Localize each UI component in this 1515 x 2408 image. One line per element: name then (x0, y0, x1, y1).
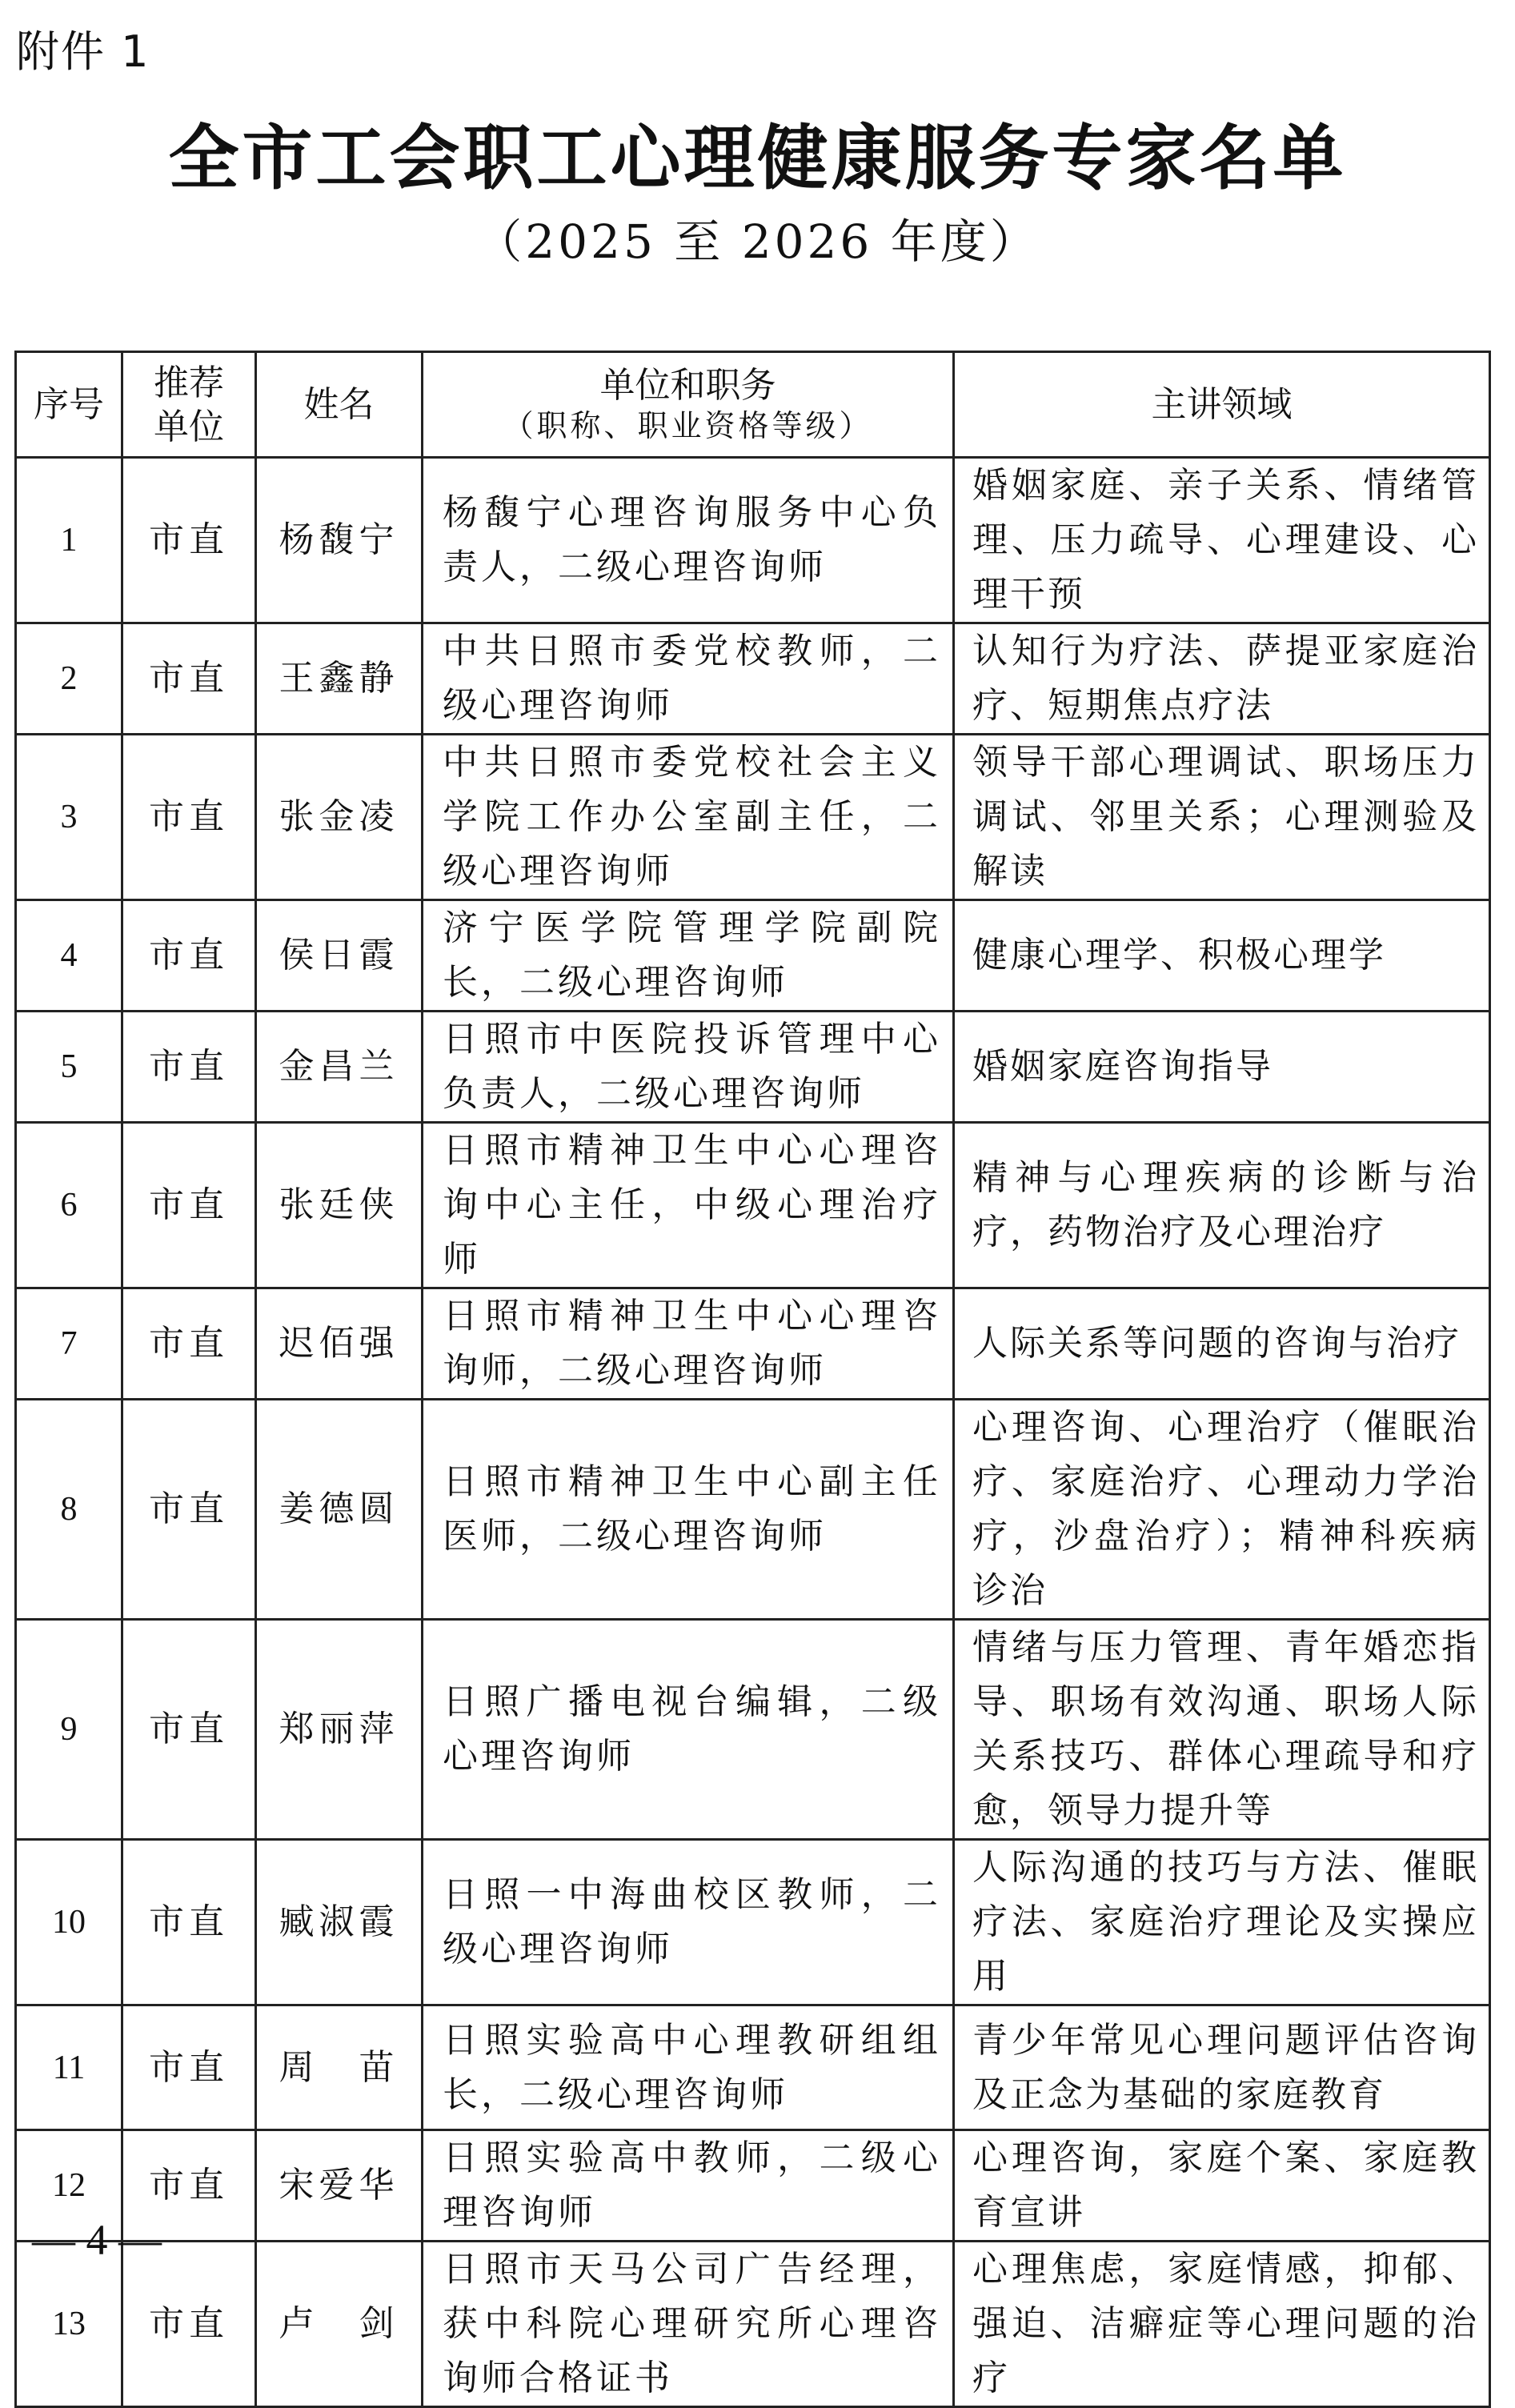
table-row (16, 458, 1490, 623)
cell-name: 郑丽萍 (256, 1620, 423, 1840)
cell-org: 日照市精神卫生中心心理咨询中心主任，中级心理治疗师 (423, 1123, 954, 1288)
page-number: — 4 — (32, 2216, 162, 2264)
header-org-main: 单位和职务 (599, 365, 776, 407)
cell-name: 侯日霞 (256, 900, 423, 1012)
cell-no: 7 (16, 1288, 122, 1400)
cell-field: 心理咨询、心理治疗（催眠治疗、家庭治疗、心理动力学治疗，沙盘治疗）；精神科疾病诊治 (954, 1400, 1490, 1620)
table-row (16, 735, 1490, 900)
cell-org: 日照市精神卫生中心心理咨询师，二级心理咨询师 (423, 1288, 954, 1400)
cell-unit: 市直 (122, 1288, 256, 1400)
header-org (423, 352, 954, 458)
cell-field: 婚姻家庭、亲子关系、情绪管理、压力疏导、心理建设、心理干预 (954, 458, 1490, 623)
cell-field: 人际关系等问题的咨询与治疗 (954, 1288, 1490, 1400)
cell-unit: 市直 (122, 2005, 256, 2130)
cell-field: 人际沟通的技巧与方法、催眠疗法、家庭治疗理论及实操应用 (954, 1840, 1490, 2005)
header-field: 主讲领域 (954, 352, 1490, 458)
cell-org: 日照市精神卫生中心副主任医师，二级心理咨询师 (423, 1400, 954, 1620)
cell-unit: 市直 (122, 1123, 256, 1288)
cell-name: 姜德圆 (256, 1400, 423, 1620)
cell-name: 王鑫静 (256, 623, 423, 735)
cell-org: 中共日照市委党校社会主义学院工作办公室副主任，二级心理咨询师 (423, 735, 954, 900)
cell-org: 中共日照市委党校教师，二级心理咨询师 (423, 623, 954, 735)
cell-field: 领导干部心理调试、职场压力调试、邻里关系；心理测验及解读 (954, 735, 1490, 900)
cell-name: 卢 剑 (256, 2242, 423, 2407)
cell-name: 迟佰强 (256, 1288, 423, 1400)
table-row (16, 1400, 1490, 1620)
attachment-label: 附件 1 (16, 26, 150, 77)
cell-field: 精神与心理疾病的诊断与治疗，药物治疗及心理治疗 (954, 1123, 1490, 1288)
cell-field: 青少年常见心理问题评估咨询及正念为基础的家庭教育 (954, 2005, 1490, 2130)
table-row (16, 2005, 1490, 2130)
cell-unit: 市直 (122, 735, 256, 900)
table-header-row (16, 352, 1490, 458)
cell-no: 3 (16, 735, 122, 900)
cell-name: 金昌兰 (256, 1012, 423, 1123)
cell-name: 张金凌 (256, 735, 423, 900)
cell-name: 张廷侠 (256, 1123, 423, 1288)
cell-no: 6 (16, 1123, 122, 1288)
cell-no: 5 (16, 1012, 122, 1123)
cell-no: 10 (16, 1840, 122, 2005)
cell-org: 日照广播电视台编辑，二级心理咨询师 (423, 1620, 954, 1840)
cell-no: 9 (16, 1620, 122, 1840)
experts-table (14, 351, 1491, 2408)
cell-no: 11 (16, 2005, 122, 2130)
cell-field: 情绪与压力管理、青年婚恋指导、职场有效沟通、职场人际关系技巧、群体心理疏导和疗愈，领导力提升等 (954, 1620, 1490, 1840)
cell-field: 心理焦虑，家庭情感，抑郁、强迫、洁癖症等心理问题的治疗 (954, 2242, 1490, 2407)
table-row (16, 900, 1490, 1012)
cell-unit: 市直 (122, 2242, 256, 2407)
cell-unit: 市直 (122, 2130, 256, 2242)
page-subtitle: （2025 至 2026 年度） (475, 214, 1040, 269)
cell-org: 日照实验高中教师，二级心理咨询师 (423, 2130, 954, 2242)
cell-field: 心理咨询，家庭个案、家庭教育宣讲 (954, 2130, 1490, 2242)
cell-org: 日照实验高中心理教研组组长，二级心理咨询师 (423, 2005, 954, 2130)
cell-no: 1 (16, 458, 122, 623)
cell-org: 日照一中海曲校区教师，二级心理咨询师 (423, 1840, 954, 2005)
cell-org: 济宁医学院管理学院副院长，二级心理咨询师 (423, 900, 954, 1012)
cell-unit: 市直 (122, 1400, 256, 1620)
table-row (16, 1840, 1490, 2005)
table-row (16, 623, 1490, 735)
header-no: 序号 (16, 352, 122, 458)
header-name: 姓名 (256, 352, 423, 458)
header-unit-line1: 推荐 (154, 362, 224, 403)
cell-unit: 市直 (122, 623, 256, 735)
cell-unit: 市直 (122, 1620, 256, 1840)
cell-field: 健康心理学、积极心理学 (954, 900, 1490, 1012)
cell-unit: 市直 (122, 1840, 256, 2005)
cell-org: 日照市中医院投诉管理中心负责人，二级心理咨询师 (423, 1012, 954, 1123)
cell-field: 婚姻家庭咨询指导 (954, 1012, 1490, 1123)
cell-field: 认知行为疗法、萨提亚家庭治疗、短期焦点疗法 (954, 623, 1490, 735)
table-row (16, 2130, 1490, 2242)
cell-name: 臧淑霞 (256, 1840, 423, 2005)
cell-no: 12 (16, 2130, 122, 2242)
cell-no: 4 (16, 900, 122, 1012)
cell-no: 8 (16, 1400, 122, 1620)
table-row (16, 1012, 1490, 1123)
header-unit-line2: 单位 (154, 406, 224, 447)
cell-no: 2 (16, 623, 122, 735)
cell-unit: 市直 (122, 900, 256, 1012)
table-row (16, 2242, 1490, 2407)
cell-org: 日照市天马公司广告经理，获中科院心理研究所心理咨询师合格证书 (423, 2242, 954, 2407)
page-title: 全市工会职工心理健康服务专家名单 (168, 117, 1347, 199)
cell-name: 宋爱华 (256, 2130, 423, 2242)
cell-org: 杨馥宁心理咨询服务中心负责人，二级心理咨询师 (423, 458, 954, 623)
cell-name: 杨馥宁 (256, 458, 423, 623)
table-row (16, 1123, 1490, 1288)
header-org-sub: （职称、职业资格等级） (503, 408, 873, 444)
table-row (16, 1288, 1490, 1400)
cell-unit: 市直 (122, 458, 256, 623)
cell-unit: 市直 (122, 1012, 256, 1123)
table-row (16, 1620, 1490, 1840)
cell-no: 13 (16, 2242, 122, 2407)
header-unit (122, 352, 256, 458)
cell-name: 周 苗 (256, 2005, 423, 2130)
